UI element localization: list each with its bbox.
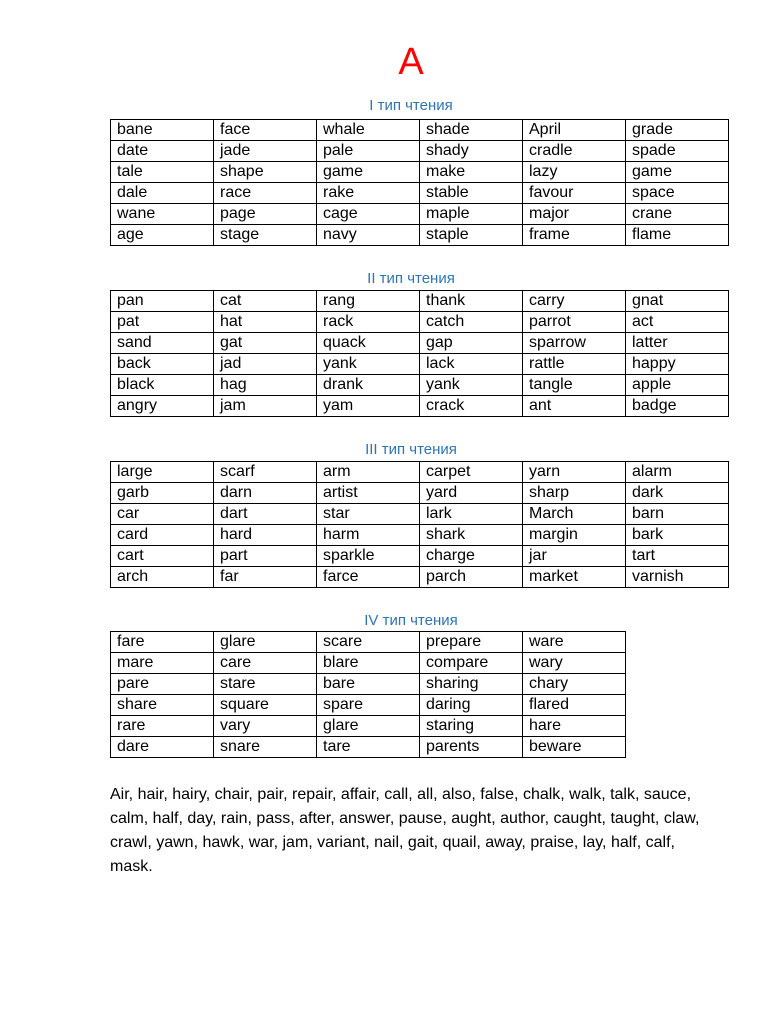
table-cell: ware xyxy=(523,632,626,653)
table-row xyxy=(111,120,729,141)
table-row xyxy=(111,632,626,653)
table-cell: parents xyxy=(420,737,523,758)
table-cell: scarf xyxy=(214,462,317,483)
table-cell: margin xyxy=(523,525,626,546)
table-cell: bare xyxy=(317,674,420,695)
table-cell: latter xyxy=(626,333,729,354)
table-cell: carpet xyxy=(420,462,523,483)
table-cell: part xyxy=(214,546,317,567)
table-cell: prepare xyxy=(420,632,523,653)
table-cell: race xyxy=(214,183,317,204)
table-row xyxy=(111,674,626,695)
table-cell: car xyxy=(111,504,214,525)
table-cell: frame xyxy=(523,225,626,246)
table-cell: care xyxy=(214,653,317,674)
word-table-2 xyxy=(110,290,729,417)
table-cell: yam xyxy=(317,396,420,417)
table-cell: wane xyxy=(111,204,214,225)
word-table-3 xyxy=(110,461,729,588)
table-cell: sharp xyxy=(523,483,626,504)
table-cell: dart xyxy=(214,504,317,525)
table-cell: game xyxy=(626,162,729,183)
table-cell: parrot xyxy=(523,312,626,333)
table-cell: beware xyxy=(523,737,626,758)
table-cell: artist xyxy=(317,483,420,504)
table-row xyxy=(111,653,626,674)
table-cell: scare xyxy=(317,632,420,653)
table-cell: back xyxy=(111,354,214,375)
table-cell: varnish xyxy=(626,567,729,588)
table-cell: jar xyxy=(523,546,626,567)
table-row xyxy=(111,483,729,504)
table-row xyxy=(111,141,729,162)
table-cell: navy xyxy=(317,225,420,246)
table-cell: bark xyxy=(626,525,729,546)
table-row xyxy=(111,504,729,525)
table-cell: square xyxy=(214,695,317,716)
table-row xyxy=(111,716,626,737)
table-cell: date xyxy=(111,141,214,162)
table-cell: stage xyxy=(214,225,317,246)
table-row xyxy=(111,396,729,417)
table-cell: hat xyxy=(214,312,317,333)
table-cell: pare xyxy=(111,674,214,695)
table-cell: major xyxy=(523,204,626,225)
table-row xyxy=(111,737,626,758)
section-heading-1: I тип чтения xyxy=(369,97,453,114)
table-row xyxy=(111,567,729,588)
table-cell: age xyxy=(111,225,214,246)
table-cell: shape xyxy=(214,162,317,183)
table-cell: gap xyxy=(420,333,523,354)
table-cell: thank xyxy=(420,291,523,312)
table-cell: cage xyxy=(317,204,420,225)
table-row xyxy=(111,462,729,483)
table-cell: charge xyxy=(420,546,523,567)
table-cell: rack xyxy=(317,312,420,333)
table-cell: pale xyxy=(317,141,420,162)
word-table-4 xyxy=(110,631,626,758)
table-cell: rake xyxy=(317,183,420,204)
table-cell: dale xyxy=(111,183,214,204)
table-cell: cat xyxy=(214,291,317,312)
table-cell: parch xyxy=(420,567,523,588)
table-cell: make xyxy=(420,162,523,183)
table-row xyxy=(111,354,729,375)
table-cell: glare xyxy=(214,632,317,653)
table-cell: gnat xyxy=(626,291,729,312)
table-cell: mare xyxy=(111,653,214,674)
table-cell: game xyxy=(317,162,420,183)
table-cell: spare xyxy=(317,695,420,716)
table-cell: dark xyxy=(626,483,729,504)
section-heading-3: III тип чтения xyxy=(365,441,457,458)
table-row xyxy=(111,204,729,225)
table-cell: shark xyxy=(420,525,523,546)
table-cell: lack xyxy=(420,354,523,375)
table-cell: fare xyxy=(111,632,214,653)
table-cell: rattle xyxy=(523,354,626,375)
table-cell: black xyxy=(111,375,214,396)
table-cell: shade xyxy=(420,120,523,141)
page-title: A xyxy=(398,41,424,83)
table-row xyxy=(111,225,729,246)
table-cell: shady xyxy=(420,141,523,162)
table-cell: arm xyxy=(317,462,420,483)
table-cell: lark xyxy=(420,504,523,525)
table-cell: hag xyxy=(214,375,317,396)
word-list-paragraph: Air, hair, hairy, chair, pair, repair, affair, call, all, also, false, chalk, walk, talk, sauce, calm, half, day, rain, pass, after, answer, pause, aught, author, caught, taught, claw, crawl, yawn, hawk, war, jam, variant, nail, gait, quail, away, praise, lay, half, calf, mask. xyxy=(110,786,700,875)
table-cell: tart xyxy=(626,546,729,567)
table-cell: happy xyxy=(626,354,729,375)
table-cell: space xyxy=(626,183,729,204)
table-cell: gat xyxy=(214,333,317,354)
table-cell: jade xyxy=(214,141,317,162)
table-cell: crane xyxy=(626,204,729,225)
table-cell: quack xyxy=(317,333,420,354)
table-cell: vary xyxy=(214,716,317,737)
table-cell: March xyxy=(523,504,626,525)
table-cell: act xyxy=(626,312,729,333)
table-cell: sand xyxy=(111,333,214,354)
table-cell: tale xyxy=(111,162,214,183)
table-cell: hard xyxy=(214,525,317,546)
table-row xyxy=(111,375,729,396)
table-cell: whale xyxy=(317,120,420,141)
table-cell: snare xyxy=(214,737,317,758)
table-row xyxy=(111,333,729,354)
table-cell: garb xyxy=(111,483,214,504)
table-cell: drank xyxy=(317,375,420,396)
table-cell: ant xyxy=(523,396,626,417)
table-cell: tare xyxy=(317,737,420,758)
table-row xyxy=(111,525,729,546)
table-cell: crack xyxy=(420,396,523,417)
table-cell: star xyxy=(317,504,420,525)
table-cell: jad xyxy=(214,354,317,375)
table-cell: dare xyxy=(111,737,214,758)
table-cell: yarn xyxy=(523,462,626,483)
table-cell: pat xyxy=(111,312,214,333)
table-row xyxy=(111,162,729,183)
table-cell: yank xyxy=(420,375,523,396)
table-cell: sparkle xyxy=(317,546,420,567)
table-cell: barn xyxy=(626,504,729,525)
table-cell: card xyxy=(111,525,214,546)
table-cell: rang xyxy=(317,291,420,312)
table-cell: tangle xyxy=(523,375,626,396)
table-cell: badge xyxy=(626,396,729,417)
table-cell: far xyxy=(214,567,317,588)
table-cell: bane xyxy=(111,120,214,141)
table-cell: staple xyxy=(420,225,523,246)
table-cell: spade xyxy=(626,141,729,162)
table-cell: cradle xyxy=(523,141,626,162)
table-cell: alarm xyxy=(626,462,729,483)
table-cell: darn xyxy=(214,483,317,504)
table-cell: yank xyxy=(317,354,420,375)
section-heading-4: IV тип чтения xyxy=(364,612,458,629)
table-cell: lazy xyxy=(523,162,626,183)
table-cell: farce xyxy=(317,567,420,588)
table-cell: catch xyxy=(420,312,523,333)
table-cell: page xyxy=(214,204,317,225)
table-cell: grade xyxy=(626,120,729,141)
table-cell: market xyxy=(523,567,626,588)
table-row xyxy=(111,546,729,567)
table-cell: yard xyxy=(420,483,523,504)
table-cell: face xyxy=(214,120,317,141)
table-cell: rare xyxy=(111,716,214,737)
section-heading-2: II тип чтения xyxy=(367,270,455,287)
table-cell: arch xyxy=(111,567,214,588)
table-cell: compare xyxy=(420,653,523,674)
table-cell: glare xyxy=(317,716,420,737)
table-cell: blare xyxy=(317,653,420,674)
table-cell: large xyxy=(111,462,214,483)
table-cell: daring xyxy=(420,695,523,716)
table-row xyxy=(111,183,729,204)
table-cell: stable xyxy=(420,183,523,204)
table-row xyxy=(111,312,729,333)
table-cell: sharing xyxy=(420,674,523,695)
table-cell: chary xyxy=(523,674,626,695)
table-cell: favour xyxy=(523,183,626,204)
table-cell: hare xyxy=(523,716,626,737)
table-cell: apple xyxy=(626,375,729,396)
table-cell: harm xyxy=(317,525,420,546)
table-row xyxy=(111,291,729,312)
table-cell: stare xyxy=(214,674,317,695)
table-cell: April xyxy=(523,120,626,141)
table-cell: sparrow xyxy=(523,333,626,354)
table-cell: flared xyxy=(523,695,626,716)
word-table-1 xyxy=(110,119,729,246)
table-cell: cart xyxy=(111,546,214,567)
table-cell: carry xyxy=(523,291,626,312)
table-row xyxy=(111,695,626,716)
table-cell: maple xyxy=(420,204,523,225)
table-cell: wary xyxy=(523,653,626,674)
table-cell: jam xyxy=(214,396,317,417)
table-cell: flame xyxy=(626,225,729,246)
table-cell: angry xyxy=(111,396,214,417)
table-cell: share xyxy=(111,695,214,716)
table-cell: staring xyxy=(420,716,523,737)
table-cell: pan xyxy=(111,291,214,312)
